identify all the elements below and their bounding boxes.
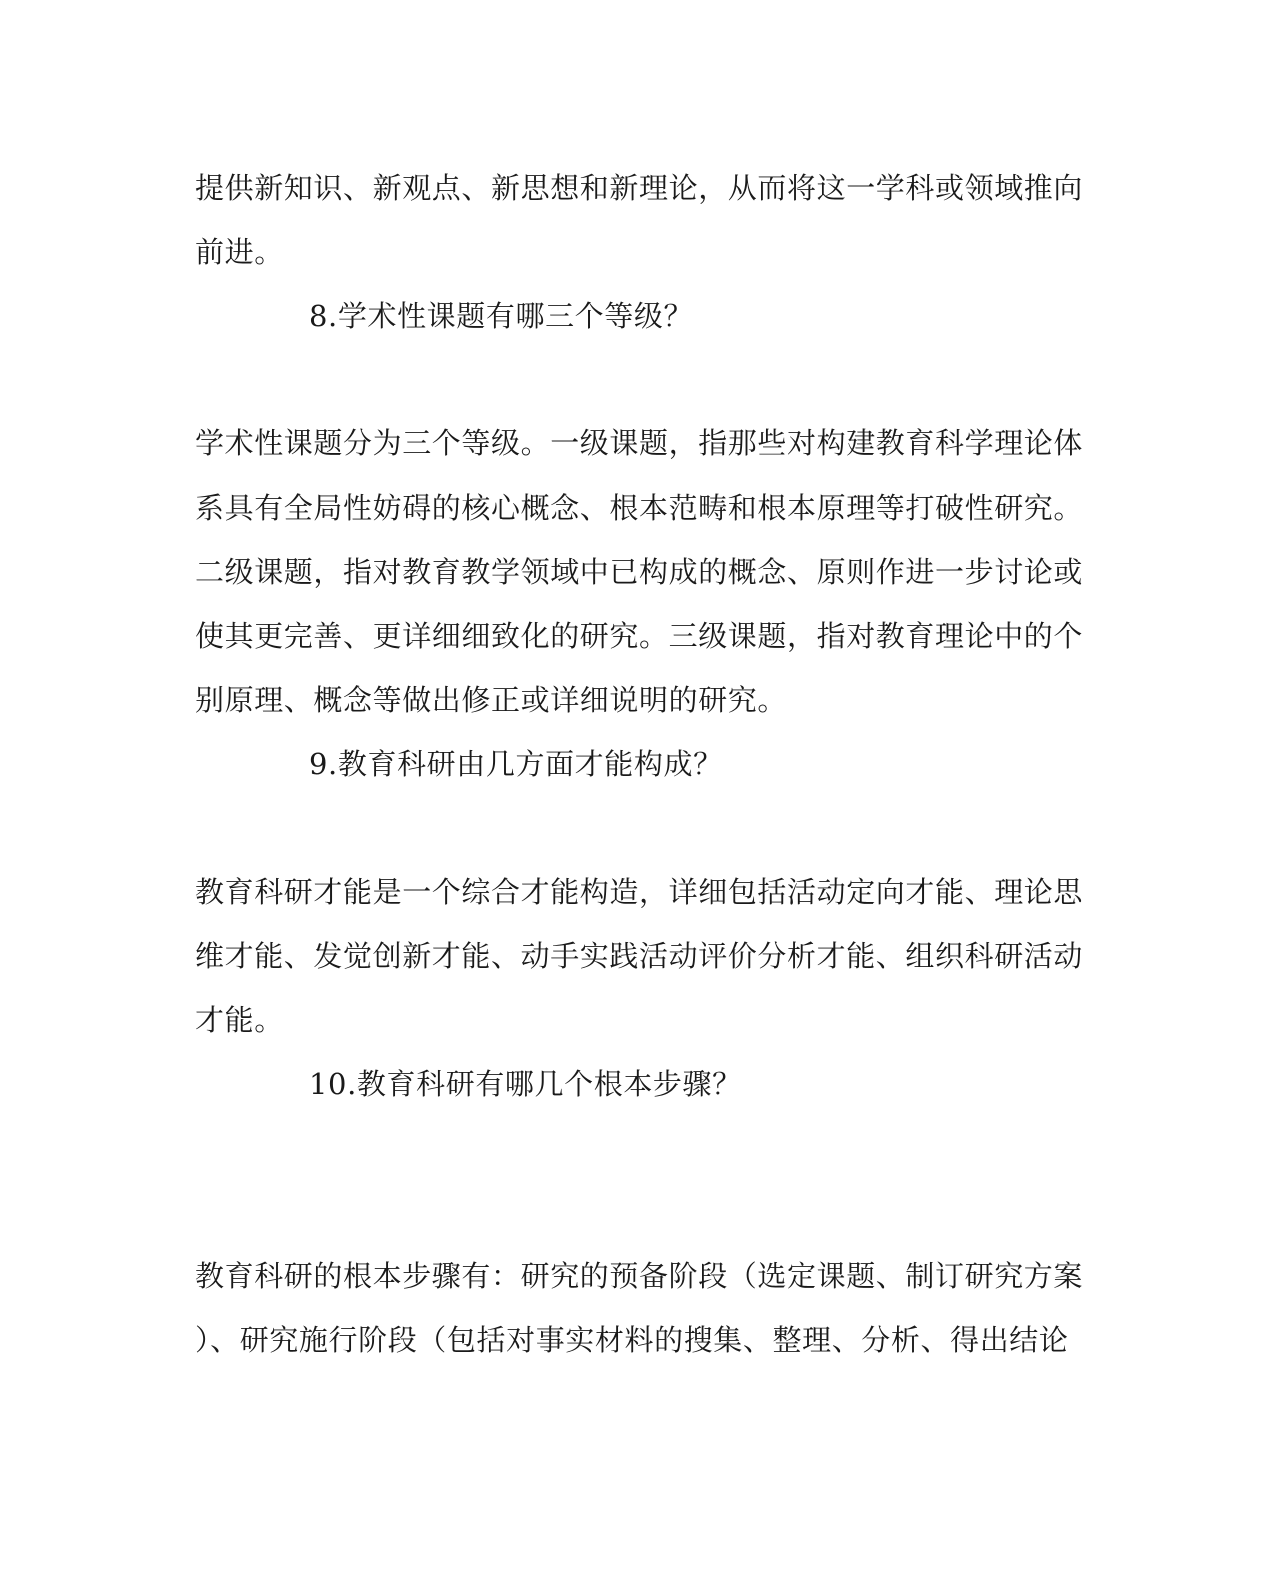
q9-line-1: 教育科研才能是一个综合才能构造，详细包括活动定向才能、理论思 (195, 875, 1084, 909)
intro-line-1: 提供新知识、新观点、新思想和新理论，从而将这一学科或领域推向 (195, 171, 1084, 205)
question-10-heading: 10.教育科研有哪几个根本步骤？ (309, 1067, 742, 1101)
q10-line-1: 教育科研的根本步骤有：研究的预备阶段（选定课题、制订研究方案 (195, 1259, 1084, 1293)
question-8-heading: 8.学术性课题有哪三个等级？ (309, 299, 694, 333)
q8-line-1: 学术性课题分为三个等级。一级课题，指那些对构建教育科学理论体 (195, 426, 1084, 460)
q9-line-3: 才能。 (195, 1003, 284, 1037)
q8-line-2: 系具有全局性妨碍的核心概念、根本范畴和根本原理等打破性研究。 (195, 491, 1084, 525)
q8-line-4: 使其更完善、更详细细致化的研究。三级课题，指对教育理论中的个 (195, 619, 1084, 653)
q8-line-5: 别原理、概念等做出修正或详细说明的研究。 (195, 683, 788, 717)
question-9-heading: 9.教育科研由几方面才能构成？ (309, 747, 723, 781)
q10-line-2: ）、研究施行阶段（包括对事实材料的搜集、整理、分析、得出结论 (195, 1323, 1069, 1357)
q9-line-2: 维才能、发觉创新才能、动手实践活动评价分析才能、组织科研活动 (195, 939, 1084, 973)
intro-line-2: 前进。 (195, 235, 284, 269)
q8-line-3: 二级课题，指对教育教学领域中已构成的概念、原则作进一步讨论或 (195, 555, 1084, 589)
